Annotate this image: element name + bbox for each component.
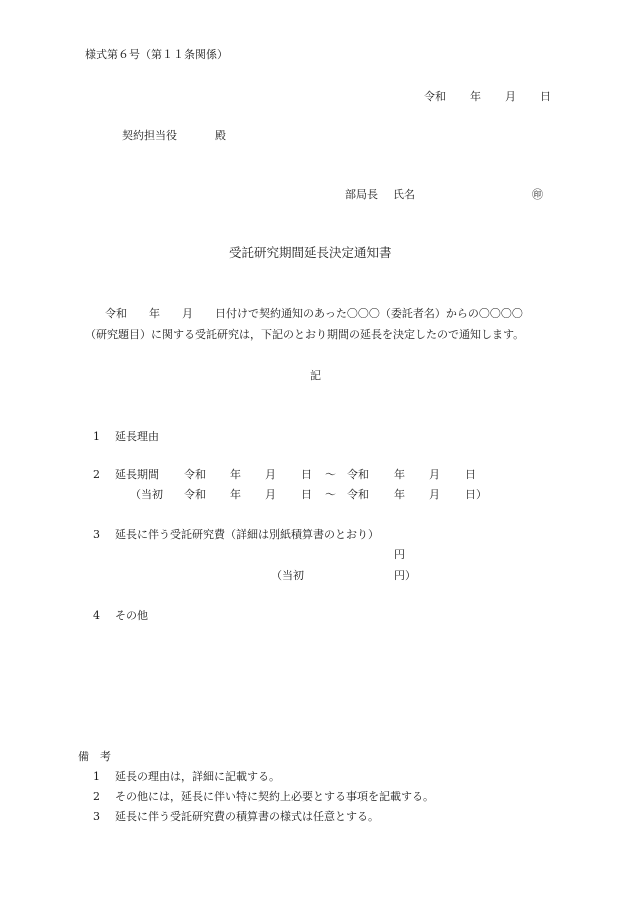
period-start-era: 令和 xyxy=(184,468,206,481)
date-era: 令和 xyxy=(424,90,446,103)
period-tilde: ～ xyxy=(325,468,336,481)
original-start-era: 令和 xyxy=(184,488,206,501)
item-number: 1 xyxy=(93,430,100,443)
original-open: （当初 xyxy=(130,488,163,501)
note-text: 延長に伴う受託研究費の積算書の様式は任意とする。 xyxy=(115,810,379,823)
note-number: 3 xyxy=(93,810,100,823)
addressee-honorific: 殿 xyxy=(215,129,226,142)
sender-dept: 部局長 xyxy=(345,188,378,201)
body-line-1: 令和 年 月 日付けで契約通知のあった〇〇〇（委託者名）からの〇〇〇〇 xyxy=(105,307,523,320)
note-number: 2 xyxy=(93,790,100,803)
note-number: 1 xyxy=(93,770,100,783)
original-end-year: 年 xyxy=(394,488,405,501)
cost-original-open: （当初 xyxy=(271,569,304,582)
period-start-day: 日 xyxy=(301,468,312,481)
item-number: 4 xyxy=(93,609,100,622)
date-year: 年 xyxy=(470,90,481,103)
note-text: その他には，延長に伴い特に契約上必要とする事項を記載する。 xyxy=(115,790,434,803)
period-end-era: 令和 xyxy=(347,468,369,481)
remarks-heading: 備 考 xyxy=(78,750,111,763)
item-label: 延長に伴う受託研究費（詳細は別紙積算書のとおり） xyxy=(115,528,379,541)
item-label: 延長期間 xyxy=(115,468,159,481)
seal-mark: ㊞ xyxy=(532,188,543,201)
form-number: 様式第６号（第１１条関係） xyxy=(85,48,228,61)
date-month: 月 xyxy=(505,90,516,103)
addressee-title: 契約担当役 xyxy=(122,129,177,142)
original-start-month: 月 xyxy=(265,488,276,501)
original-end-day: 日） xyxy=(465,488,487,501)
date-day: 日 xyxy=(540,90,551,103)
sender-name-label: 氏名 xyxy=(393,188,415,201)
period-start-year: 年 xyxy=(230,468,241,481)
period-start-month: 月 xyxy=(265,468,276,481)
cost-yen: 円 xyxy=(394,548,405,561)
original-tilde: ～ xyxy=(325,488,336,501)
original-end-era: 令和 xyxy=(347,488,369,501)
period-end-year: 年 xyxy=(394,468,405,481)
item-number: 2 xyxy=(93,468,100,481)
ki-heading: 記 xyxy=(310,369,321,382)
period-end-month: 月 xyxy=(429,468,440,481)
cost-original-yen: 円） xyxy=(394,569,416,582)
document-title: 受託研究期間延長決定通知書 xyxy=(229,245,392,260)
period-end-day: 日 xyxy=(465,468,476,481)
item-number: 3 xyxy=(93,528,100,541)
original-end-month: 月 xyxy=(429,488,440,501)
original-start-year: 年 xyxy=(230,488,241,501)
original-start-day: 日 xyxy=(301,488,312,501)
item-label: 延長理由 xyxy=(115,430,159,443)
body-line-2: （研究題目）に関する受託研究は，下記のとおり期間の延長を決定したので通知します。 xyxy=(85,328,525,341)
note-text: 延長の理由は，詳細に記載する。 xyxy=(115,770,280,783)
item-label: その他 xyxy=(115,609,148,622)
